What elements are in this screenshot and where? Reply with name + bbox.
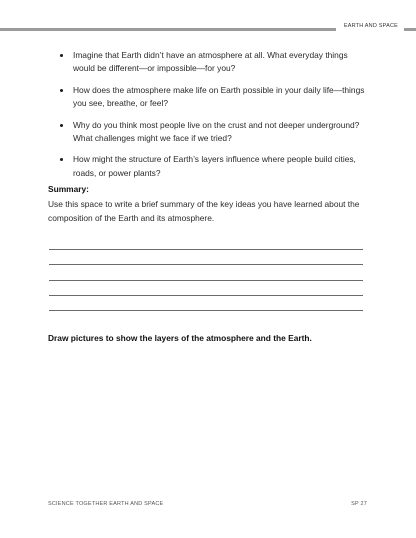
bullet-icon [60,158,63,161]
writing-line[interactable] [49,296,363,311]
bullet-icon [60,124,63,127]
summary-instructions: Use this space to write a brief summary of the key ideas you have learned about the composition of the Earth and its atmosphere. [48,199,360,223]
discussion-questions [60,49,370,188]
bullet-icon [60,54,63,57]
footer-book-title: SCIENCE TOGETHER EARTH AND SPACE [48,501,164,507]
question-text: Why do you think most people live on the crust and not deeper underground? What challenges might we face if we tried? [73,119,360,144]
writing-area[interactable] [49,235,363,311]
writing-line[interactable] [49,265,363,280]
writing-line[interactable] [49,250,363,265]
summary-heading: Summary: [48,184,89,194]
question-item [60,84,370,111]
writing-line[interactable] [49,281,363,296]
writing-line[interactable] [49,235,363,250]
bullet-icon [60,89,63,92]
question-text: Imagine that Earth didn’t have an atmosphere at all. What everyday things would be different—or impossible—for you? [73,50,348,74]
question-item [60,119,370,146]
question-text: How might the structure of Earth’s layers influence where people build cities, roads, or power plants? [73,154,356,178]
question-item [60,49,370,76]
question-item [60,153,370,180]
page-number: SP 27 [351,501,367,507]
question-text: How does the atmosphere make life on Earth possible in your daily life—things you see, breathe, or feel? [73,84,365,109]
section-tag: EARTH AND SPACE [336,21,404,31]
drawing-instructions: Draw pictures to show the layers of the atmosphere and the Earth. [48,333,312,343]
